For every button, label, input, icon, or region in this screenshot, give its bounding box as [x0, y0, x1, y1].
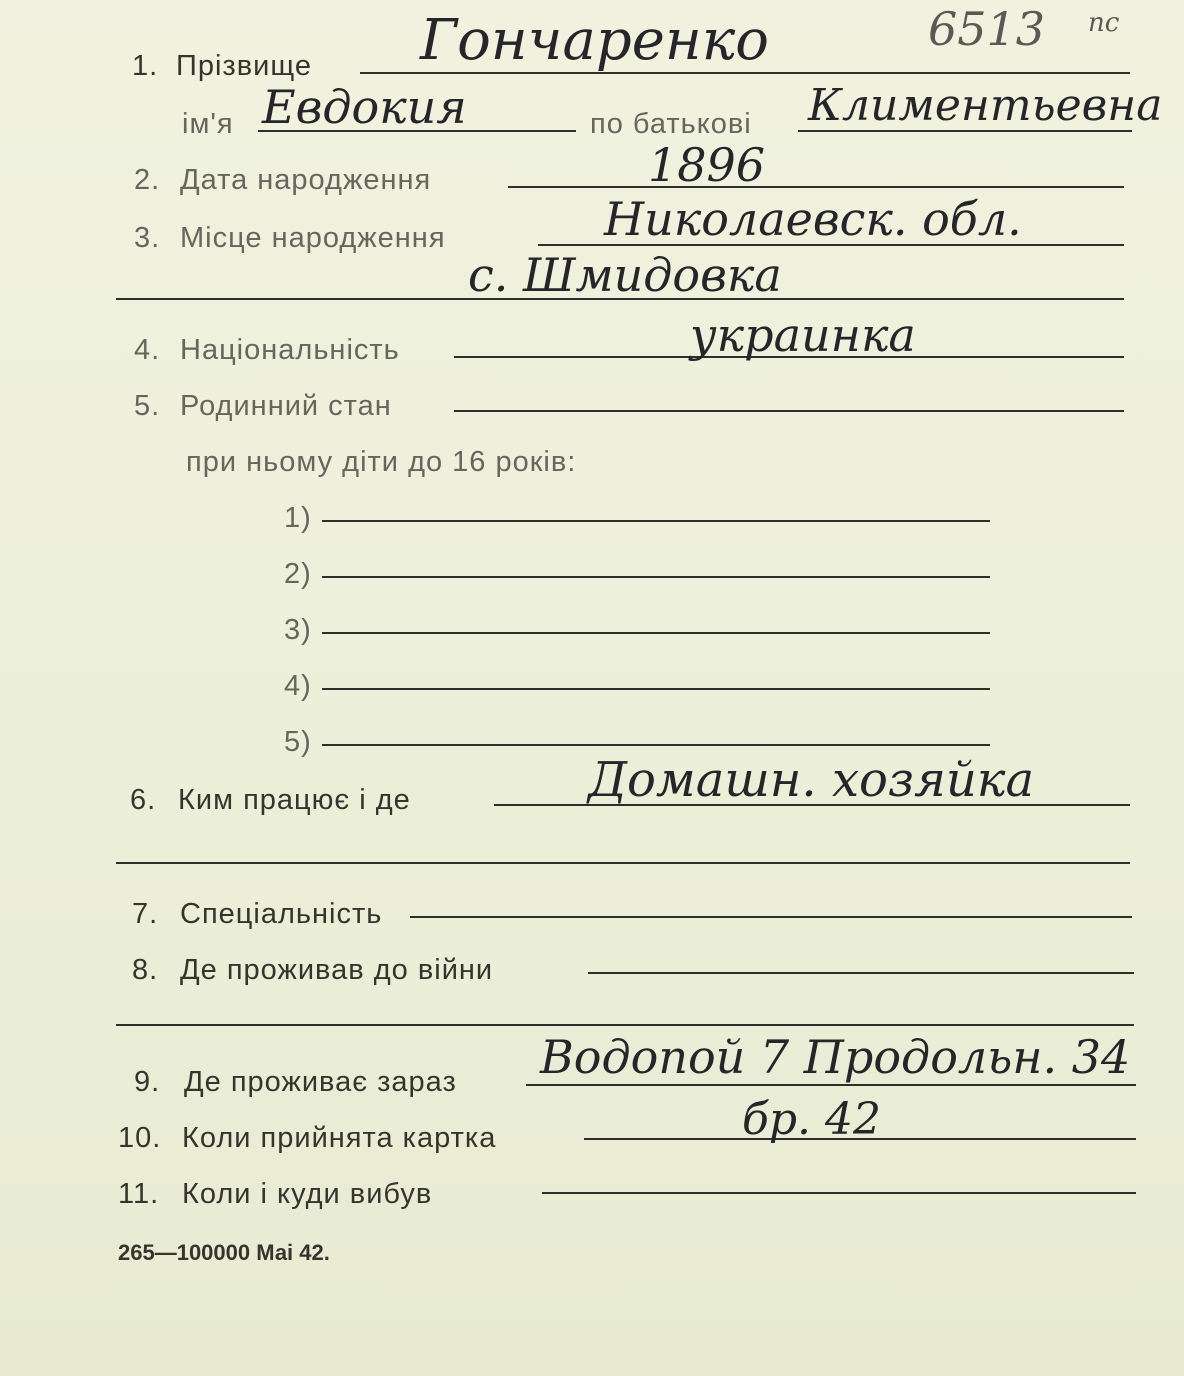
child-4-line: [322, 688, 990, 690]
field-6-line-2: [116, 862, 1130, 864]
handwritten-card-date: бр. 42: [742, 1094, 881, 1145]
child-2-line: [322, 576, 990, 578]
print-mark: 265—100000 Маі 42.: [118, 1240, 330, 1265]
field-2-number: 2.: [134, 164, 161, 196]
handwritten-surname: Гончаренко: [420, 8, 769, 73]
child-5-number: 5): [284, 726, 312, 758]
field-10-label: Коли прийнята картка: [182, 1122, 497, 1154]
child-2-number: 2): [284, 558, 312, 590]
field-4-number: 4.: [134, 334, 161, 366]
child-5-line: [322, 744, 990, 746]
field-8-label: Де проживав до війни: [180, 954, 494, 986]
handwritten-birthplace-village: с. Шмидовка: [468, 248, 782, 302]
field-5-label: Родинний стан: [180, 390, 392, 422]
handwritten-address: Водопой 7 Продольн. 34: [540, 1030, 1131, 1084]
field-4-label: Національність: [180, 334, 400, 366]
field-10-number: 10.: [118, 1122, 162, 1154]
field-11-label: Коли і куди вибув: [182, 1178, 433, 1210]
handwritten-nationality: украинка: [690, 308, 916, 362]
first-name-label: ім'я: [182, 108, 234, 140]
patronymic-label: по батькові: [590, 108, 752, 140]
field-8-line-2: [116, 1024, 1134, 1026]
field-11-number: 11.: [118, 1178, 160, 1210]
child-4-number: 4): [284, 670, 312, 702]
field-7-label: Спеціальність: [180, 898, 383, 930]
field-2-line: [508, 186, 1124, 188]
children-label: при ньому діти до 16 років:: [186, 446, 577, 478]
field-9-line: [526, 1084, 1136, 1086]
field-3-label: Місце народження: [180, 222, 446, 254]
child-1-line: [322, 520, 990, 522]
child-3-line: [322, 632, 990, 634]
field-5-line: [454, 410, 1124, 412]
field-8-line: [588, 972, 1134, 974]
field-6-number: 6.: [130, 784, 157, 816]
field-2-label: Дата народження: [180, 164, 432, 196]
field-7-number: 7.: [132, 898, 159, 930]
child-1-number: 1): [284, 502, 312, 534]
handwritten-patronymic: Климентьевна: [808, 80, 1163, 131]
field-9-number: 9.: [134, 1066, 161, 1098]
field-3-number: 3.: [134, 222, 161, 254]
field-7-line: [410, 916, 1132, 918]
field-1-label: Прізвище: [176, 50, 312, 82]
field-8-number: 8.: [132, 954, 159, 986]
handwritten-birth-year: 1896: [648, 138, 766, 192]
child-3-number: 3): [284, 614, 312, 646]
field-11-line: [542, 1192, 1136, 1194]
field-5-number: 5.: [134, 390, 161, 422]
handwritten-occupation: Домашн. хозяйка: [588, 752, 1035, 808]
handwritten-suffix: пс: [1088, 8, 1120, 38]
handwritten-number: 6513: [928, 2, 1046, 56]
handwritten-first-name: Евдокия: [262, 80, 467, 134]
field-9-label: Де проживає зараз: [184, 1066, 457, 1098]
field-6-label: Ким працює і де: [178, 784, 411, 816]
field-1-number: 1.: [132, 50, 159, 82]
handwritten-birthplace-region: Николаевск. обл.: [604, 192, 1022, 246]
